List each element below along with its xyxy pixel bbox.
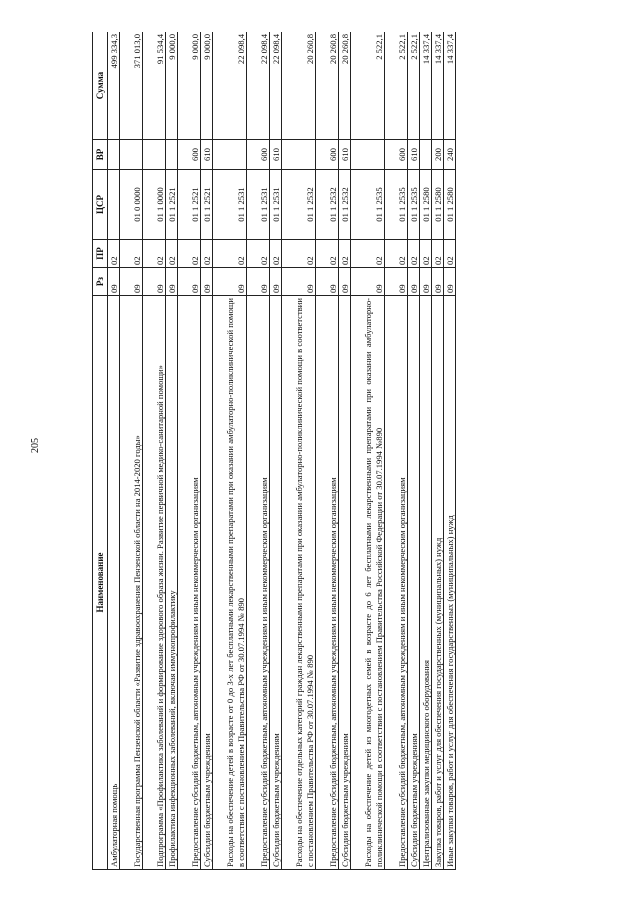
- table-row: [351, 32, 385, 870]
- row-sum: 14 337,4: [444, 32, 456, 140]
- row-vr: 200: [432, 140, 444, 170]
- row-vr: 600: [247, 140, 270, 170]
- row-name: Государственная программа Пензенской области «Развитие здравоохранения Пензенской области на 2014-2020 годы»: [120, 296, 143, 870]
- row-pr: 02: [213, 240, 247, 268]
- row-rz: 09: [213, 268, 247, 296]
- table-row: [339, 32, 351, 870]
- row-sum: 22 098,4: [270, 32, 282, 140]
- table-row: [178, 32, 201, 870]
- row-pr: 02: [178, 240, 201, 268]
- budget-table: [92, 32, 456, 870]
- row-pr: 02: [166, 240, 178, 268]
- row-name: Амбулаторная помощь: [108, 296, 120, 870]
- row-pr: 02: [432, 240, 444, 268]
- row-rz: 09: [316, 268, 339, 296]
- row-csr: 01 1 2535: [408, 170, 420, 240]
- table-row: [420, 32, 432, 870]
- row-sum: 14 337,4: [432, 32, 444, 140]
- row-rz: 09: [108, 268, 120, 296]
- row-vr: [282, 140, 316, 170]
- row-vr: 610: [270, 140, 282, 170]
- row-rz: 09: [247, 268, 270, 296]
- row-csr: 01 1 2521: [201, 170, 213, 240]
- row-sum: 20 260,8: [339, 32, 351, 140]
- budget-table-container: [92, 32, 552, 870]
- row-name: Расходы на обеспечение отдельных категорий граждан лекарственными препаратами при оказании амбулаторно-поликлинической помощи в соответствии с постановлением Правительства РФ от 30.07.1994 № 890: [282, 296, 316, 870]
- row-sum: 2 522,1: [385, 32, 408, 140]
- row-vr: [351, 140, 385, 170]
- row-sum: 22 098,4: [213, 32, 247, 140]
- row-pr: 02: [385, 240, 408, 268]
- row-csr: 01 1 2580: [432, 170, 444, 240]
- header-name: Наименование: [93, 296, 108, 870]
- header-sum: Сумма: [93, 32, 108, 140]
- row-sum: 9 000,0: [178, 32, 201, 140]
- row-name: Подпрограмма «Профилактика заболеваний и формирование здорового образа жизни. Развитие первичной медико-санитарной помощи»: [143, 296, 166, 870]
- row-sum: 371 013,0: [120, 32, 143, 140]
- row-name: Субсидии бюджетным учреждениям: [408, 296, 420, 870]
- row-csr: 01 1 2580: [420, 170, 432, 240]
- table-row: [316, 32, 339, 870]
- row-pr: 02: [282, 240, 316, 268]
- table-row: [385, 32, 408, 870]
- row-name: Субсидии бюджетным учреждениям: [270, 296, 282, 870]
- page-number: 205: [30, 438, 41, 453]
- row-pr: 02: [420, 240, 432, 268]
- row-rz: 09: [432, 268, 444, 296]
- row-csr: 01 1 2521: [178, 170, 201, 240]
- row-name: Субсидии бюджетным учреждениям: [201, 296, 213, 870]
- row-csr: [108, 170, 120, 240]
- row-csr: 01 1 2532: [316, 170, 339, 240]
- row-name: Централизованные закупки медицинского оборудования: [420, 296, 432, 870]
- row-name: Предоставление субсидий бюджетным, автономным учреждениям и иным некоммерческим организациям: [316, 296, 339, 870]
- row-name: Субсидии бюджетным учреждениям: [339, 296, 351, 870]
- header-csr: ЦСР: [93, 170, 108, 240]
- table-row: [120, 32, 143, 870]
- row-csr: 01 1 2532: [339, 170, 351, 240]
- row-rz: 09: [385, 268, 408, 296]
- row-rz: 09: [408, 268, 420, 296]
- row-csr: 01 1 2532: [282, 170, 316, 240]
- budget-table-rotated: [92, 32, 552, 870]
- row-pr: 02: [270, 240, 282, 268]
- table-row: [108, 32, 120, 870]
- row-rz: 09: [339, 268, 351, 296]
- row-vr: [213, 140, 247, 170]
- row-sum: 9 000,0: [166, 32, 178, 140]
- row-rz: 09: [201, 268, 213, 296]
- row-sum: 9 000,0: [201, 32, 213, 140]
- table-row: [444, 32, 456, 870]
- row-pr: 02: [351, 240, 385, 268]
- row-pr: 02: [247, 240, 270, 268]
- table-row: [432, 32, 444, 870]
- row-pr: 02: [108, 240, 120, 268]
- row-pr: 02: [339, 240, 351, 268]
- row-pr: 02: [444, 240, 456, 268]
- table-row: [201, 32, 213, 870]
- row-vr: [143, 140, 166, 170]
- row-csr: 01 1 2531: [270, 170, 282, 240]
- row-name: Предоставление субсидий бюджетным, автономным учреждениям и иным некоммерческим организациям: [178, 296, 201, 870]
- row-rz: 09: [143, 268, 166, 296]
- row-sum: 2 522,1: [351, 32, 385, 140]
- row-vr: 600: [178, 140, 201, 170]
- row-rz: 09: [120, 268, 143, 296]
- row-sum: 2 522,1: [408, 32, 420, 140]
- table-row: [166, 32, 178, 870]
- table-row: [270, 32, 282, 870]
- row-rz: 09: [270, 268, 282, 296]
- table-header-row: [93, 32, 108, 870]
- row-sum: 499 334,3: [108, 32, 120, 140]
- row-vr: [166, 140, 178, 170]
- row-vr: [420, 140, 432, 170]
- row-pr: 02: [316, 240, 339, 268]
- row-name: Расходы на обеспечение детей из многодетных семей в возрасте до 6 лет бесплатными лекарственными препаратами при оказании амбулаторно-поликлинической помощи в соответствии с постановлением Правительства Российской Федерации от 30.07.1994 №890: [351, 296, 385, 870]
- row-csr: 01 1 2535: [351, 170, 385, 240]
- row-vr: 610: [201, 140, 213, 170]
- header-vr: ВР: [93, 140, 108, 170]
- table-row: [143, 32, 166, 870]
- row-name: Иные закупки товаров, работ и услуг для обеспечения государственных (муниципальных) нужд: [444, 296, 456, 870]
- row-sum: 20 260,8: [316, 32, 339, 140]
- row-csr: 01 0 0000: [120, 170, 143, 240]
- row-sum: 14 337,4: [420, 32, 432, 140]
- row-name: Закупка товаров, работ и услуг для обеспечения государственных (муниципальных) нужд: [432, 296, 444, 870]
- row-pr: 02: [143, 240, 166, 268]
- row-sum: 91 534,4: [143, 32, 166, 140]
- row-vr: 240: [444, 140, 456, 170]
- row-rz: 09: [282, 268, 316, 296]
- row-pr: 02: [408, 240, 420, 268]
- table-row: [282, 32, 316, 870]
- row-csr: 01 1 2535: [385, 170, 408, 240]
- row-rz: 09: [166, 268, 178, 296]
- row-rz: 09: [178, 268, 201, 296]
- row-vr: [120, 140, 143, 170]
- row-rz: 09: [444, 268, 456, 296]
- row-pr: 02: [120, 240, 143, 268]
- row-csr: 01 1 2580: [444, 170, 456, 240]
- row-vr: 600: [385, 140, 408, 170]
- row-csr: 01 1 2521: [166, 170, 178, 240]
- row-pr: 02: [201, 240, 213, 268]
- row-vr: 610: [408, 140, 420, 170]
- row-rz: 09: [420, 268, 432, 296]
- row-csr: 01 1 2531: [213, 170, 247, 240]
- header-pr: ПР: [93, 240, 108, 268]
- row-csr: 01 1 2531: [247, 170, 270, 240]
- row-vr: [108, 140, 120, 170]
- row-name: Расходы на обеспечение детей в возрасте от 0 до 3-х лет бесплатными лекарственными препаратами при оказании амбулаторно-поликлинической помощи в соответствии с постановлением Правительства РФ от 30.07.1994 № 890: [213, 296, 247, 870]
- row-name: Предоставление субсидий бюджетным, автономным учреждениям и иным некоммерческим организациям: [385, 296, 408, 870]
- table-row: [213, 32, 247, 870]
- row-rz: 09: [351, 268, 385, 296]
- header-rz: Рз: [93, 268, 108, 296]
- row-name: Предоставление субсидий бюджетным, автономным учреждениям и иным некоммерческим организациям: [247, 296, 270, 870]
- table-row: [247, 32, 270, 870]
- row-sum: 22 098,4: [247, 32, 270, 140]
- table-row: [408, 32, 420, 870]
- row-name: Профилактика инфекционных заболеваний, включая иммунопрофилактику: [166, 296, 178, 870]
- row-sum: 20 260,8: [282, 32, 316, 140]
- row-vr: 610: [339, 140, 351, 170]
- row-csr: 01 1 0000: [143, 170, 166, 240]
- row-vr: 600: [316, 140, 339, 170]
